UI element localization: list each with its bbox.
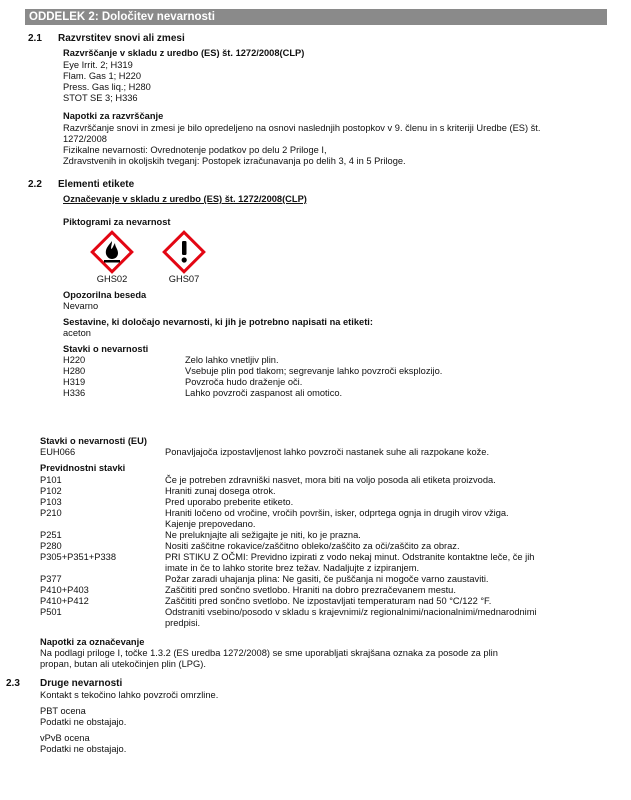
statement-code: P377: [40, 574, 62, 584]
notes-line: 1272/2008: [63, 134, 107, 144]
statement-text: Hraniti zunaj dosega otrok.: [165, 486, 276, 496]
precaution-row: [40, 541, 600, 552]
precaution-row-continued: [40, 563, 600, 574]
eu-hazard-statements-heading: Stavki o nevarnosti (EU): [40, 436, 147, 446]
statement-code: H336: [63, 388, 86, 398]
statement-code: P210: [40, 508, 62, 518]
signal-word-heading: Opozorilna beseda: [63, 290, 147, 300]
precautionary-statements-list: [40, 475, 600, 629]
flame-icon: [90, 230, 134, 274]
precaution-row: [40, 607, 600, 618]
hazard-statement-row: [63, 377, 543, 388]
precaution-row: [40, 475, 600, 486]
statement-code: P101: [40, 475, 62, 485]
subsection-title-2-3: Druge nevarnosti: [40, 678, 123, 689]
subsection-number-2-2: 2.2: [28, 179, 42, 190]
statement-text: Zaščititi pred sončno svetlobo. Ne izpostavljati temperaturam nad 50 °C/122 °F.: [165, 596, 492, 606]
statement-text: Odstraniti vsebino/posodo v skladu s krajevnimi/z regionalnimi/nacionalnimi/mednarodnimi: [165, 607, 537, 617]
signal-word: Nevarno: [63, 301, 99, 311]
pictograms-heading: Piktogrami za nevarnost: [63, 217, 171, 227]
pbt-heading: PBT ocena: [40, 706, 86, 716]
other-hazards-text: Kontakt s tekočino lahko povzroči omrzline.: [40, 690, 219, 700]
statement-text: Nositi zaščitne rokavice/zaščitno obleko/zaščito za oči/zaščito za obraz.: [165, 541, 460, 551]
section-header: ODDELEK 2: Določitev nevarnosti: [25, 9, 607, 25]
classification-item: Eye Irrit. 2; H319: [63, 60, 133, 70]
classification-item: Press. Gas liq.; H280: [63, 82, 151, 92]
statement-text: Lahko povzroči zaspanost ali omotico.: [185, 388, 343, 398]
pictogram-code-ghs07: GHS07: [168, 274, 200, 284]
statement-text: Če je potreben zdravniški nasvet, mora biti na voljo posoda ali etiketa proizvoda.: [165, 475, 496, 485]
hazard-statement-row: [63, 355, 543, 366]
statement-text: Požar zaradi uhajanja plina: Ne gasiti, če puščanja ni mogoče varno zaustaviti.: [165, 574, 489, 584]
hazard-statement-row: [63, 366, 543, 377]
statement-text: Zaščititi pred sončno svetlobo. Hraniti na dobro prezračevanem mestu.: [165, 585, 456, 595]
subsection-title-2-2: Elementi etikete: [58, 179, 135, 190]
clp-classification-heading: Razvrščanje v skladu z uredbo (ES) št. 1272/2008(CLP): [63, 48, 305, 58]
statement-text: Ne preluknjajte ali sežigajte je niti, ko je prazna.: [165, 530, 361, 540]
classification-item: Flam. Gas 1; H220: [63, 71, 142, 81]
eu-hazard-statements-list: [40, 447, 600, 458]
vpvb-text: Podatki ne obstajajo.: [40, 744, 127, 754]
statement-text: imate in če to lahko storite brez težav. Nadaljujte z izpiranjem.: [165, 563, 420, 573]
notes-line: Razvrščanje snovi in zmesi je bilo opredeljeno na osnovi naslednjih postopkov v 9. členu in s kriteriji Uredbe (ES) št.: [63, 123, 541, 133]
statement-text: Ponavljajoča izpostavljenost lahko povzroči nastanek suhe ali razpokane kože.: [165, 447, 490, 457]
pbt-text: Podatki ne obstajajo.: [40, 717, 127, 727]
classification-notes-heading: Napotki za razvrščanje: [63, 111, 164, 121]
statement-code: EUH066: [40, 447, 76, 457]
eu-statement-row: [40, 447, 600, 458]
precaution-row-continued: [40, 519, 600, 530]
statement-code: P305+P351+P338: [40, 552, 116, 562]
statement-code: P251: [40, 530, 62, 540]
precaution-row: [40, 552, 600, 563]
ingredients-heading: Sestavine, ki določajo nevarnosti, ki jih je potrebno napisati na etiketi:: [63, 317, 373, 327]
precaution-row: [40, 497, 600, 508]
statement-code: H319: [63, 377, 86, 387]
vpvb-heading: vPvB ocena: [40, 733, 90, 743]
statement-code: H220: [63, 355, 86, 365]
precaution-row: [40, 585, 600, 596]
precaution-row: [40, 574, 600, 585]
statement-text: Povzroča hudo draženje oči.: [185, 377, 303, 387]
subsection-title-2-1: Razvrstitev snovi ali zmesi: [58, 33, 185, 44]
labelling-notes-heading: Napotki za označevanje: [40, 637, 145, 647]
exclamation-mark-icon: [162, 230, 206, 274]
precaution-row-continued: [40, 618, 600, 629]
statement-text: PRI STIKU Z OČMI: Previdno izpirati z vodo nekaj minut. Odstranite kontaktne leče, če jih: [165, 552, 535, 562]
hazard-statements-heading: Stavki o nevarnosti: [63, 344, 149, 354]
notes-line: Fizikalne nevarnosti: Ovrednotenje podatkov po delu 2 Priloge I,: [63, 145, 327, 155]
labelling-notes-line: Na podlagi priloge I, točke 1.3.2 (ES uredba 1272/2008) se sme uporabljati skrajšana oznaka za posode za plin: [40, 648, 498, 658]
statement-code: P280: [40, 541, 62, 551]
statement-code: P501: [40, 607, 62, 617]
statement-text: predpisi.: [165, 618, 201, 628]
precaution-row: [40, 596, 600, 607]
statement-text: Kajenje prepovedano.: [165, 519, 256, 529]
hazard-statement-row: [63, 388, 543, 399]
subsection-number-2-1: 2.1: [28, 33, 42, 44]
notes-line: Zdravstvenih in okoljskih tveganj: Postopek izračunavanja po delih 3, 4 in 5 Priloge.: [63, 156, 406, 166]
classification-list: [63, 60, 151, 104]
precaution-row: [40, 508, 600, 519]
classification-item: STOT SE 3; H336: [63, 93, 138, 103]
statement-code: P102: [40, 486, 62, 496]
labelling-notes: [40, 648, 498, 670]
statement-text: Zelo lahko vnetljiv plin.: [185, 355, 279, 365]
pictogram-code-ghs02: GHS02: [96, 274, 128, 284]
labelling-notes-line: propan, butan ali utekočinjen plin (LPG).: [40, 659, 206, 669]
ingredient: aceton: [63, 328, 91, 338]
clp-labelling-heading: Označevanje v skladu z uredbo (ES) št. 1272/2008(CLP): [63, 194, 307, 204]
statement-text: Pred uporabo preberite etiketo.: [165, 497, 294, 507]
statement-code: P410+P403: [40, 585, 89, 595]
precaution-row: [40, 486, 600, 497]
statement-text: Vsebuje plin pod tlakom; segrevanje lahko povzroči eksplozijo.: [185, 366, 443, 376]
statement-code: P410+P412: [40, 596, 89, 606]
statement-text: Hraniti ločeno od vročine, vročih površin, isker, odprtega ognja in drugih virov vžiga.: [165, 508, 509, 518]
precautionary-statements-heading: Previdnostni stavki: [40, 463, 126, 473]
statement-code: P103: [40, 497, 62, 507]
statement-code: H280: [63, 366, 86, 376]
precaution-row: [40, 530, 600, 541]
subsection-number-2-3: 2.3: [6, 678, 20, 689]
hazard-statements-list: [63, 355, 543, 399]
classification-notes: [63, 123, 540, 167]
